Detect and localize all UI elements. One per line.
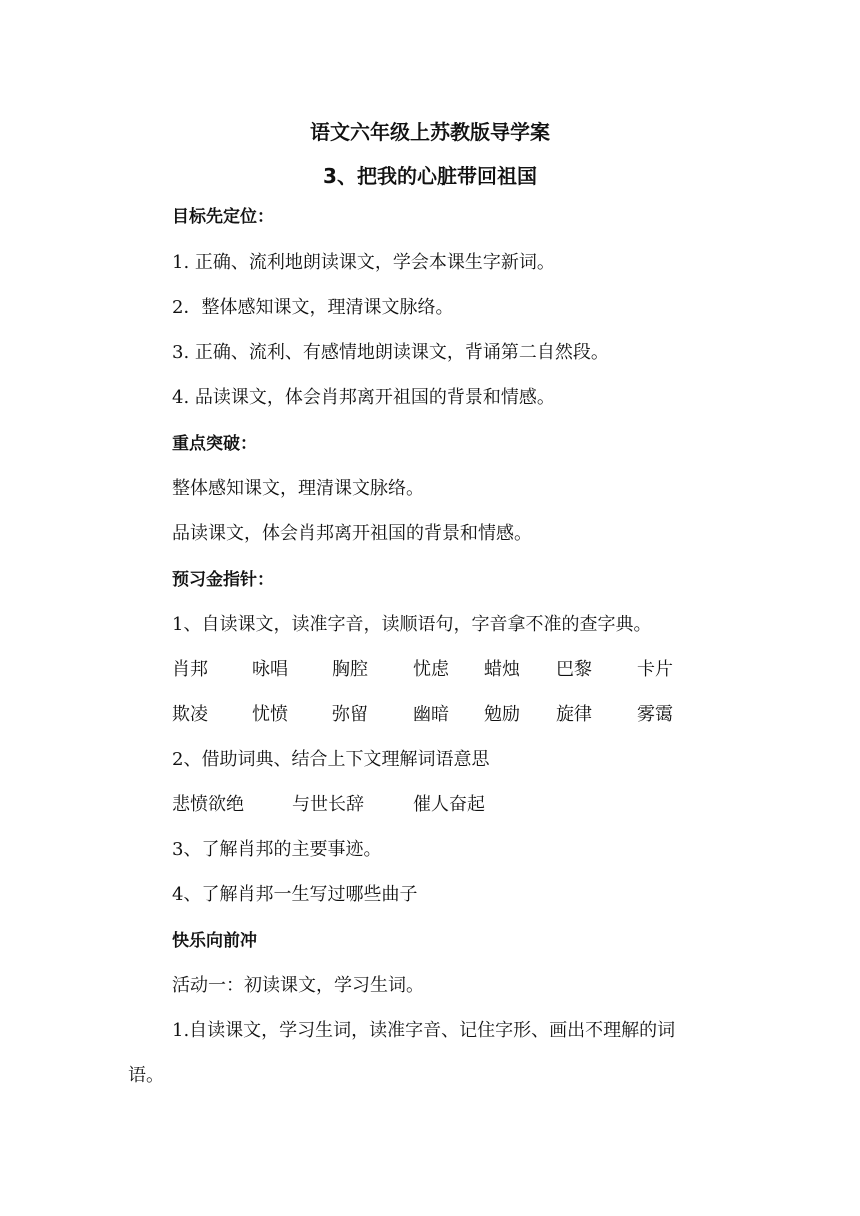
idiom-row (0, 793, 860, 817)
vocab-word: 蜡烛 (484, 659, 520, 680)
key-point-1: 整体感知课文，理清课文脉络。 (172, 478, 424, 499)
vocab-word: 欺凌 (172, 704, 208, 725)
activity-1-item-line-2: 语。 (128, 1065, 164, 1086)
document-title: 语文六年级上苏教版导学案 (310, 120, 550, 144)
vocab-word: 忧虑 (413, 659, 449, 680)
lesson-title: 3、把我的心脏带回祖国 (323, 164, 537, 188)
idiom-word: 催人奋起 (413, 794, 485, 815)
vocab-row-1 (0, 658, 860, 682)
preview-item-3: 3、了解肖邦的主要事迹。 (172, 839, 382, 860)
goal-item-1: 1. 正确、流利地朗读课文，学会本课生字新词。 (172, 252, 555, 273)
goal-item-4: 4. 品读课文，体会肖邦离开祖国的背景和情感。 (172, 387, 555, 408)
vocab-word: 巴黎 (556, 659, 592, 680)
vocab-word: 咏唱 (252, 659, 288, 680)
key-point-2: 品读课文，体会肖邦离开祖国的背景和情感。 (172, 523, 532, 544)
vocab-word: 幽暗 (413, 704, 449, 725)
preview-item-1: 1、自读课文，读准字音，读顺语句，字音拿不准的查字典。 (172, 614, 652, 635)
preview-item-2: 2、借助词典、结合上下文理解词语意思 (172, 749, 490, 770)
vocab-word: 勉励 (484, 704, 520, 725)
preview-heading: 预习金指针： (172, 570, 274, 590)
vocab-word: 卡片 (637, 659, 673, 680)
vocab-word: 胸腔 (332, 659, 368, 680)
goals-heading: 目标先定位： (172, 207, 274, 227)
vocab-word: 肖邦 (172, 659, 208, 680)
goal-item-2: 2．整体感知课文，理清课文脉络。 (172, 297, 454, 318)
vocab-word: 雾霭 (637, 704, 673, 725)
goal-item-3: 3. 正确、流利、有感情地朗读课文，背诵第二自然段。 (172, 342, 609, 363)
activity-1-item-line-1: 1.自读课文，学习生词，读准字音、记住字形、画出不理解的词 (172, 1020, 676, 1041)
activity-1: 活动一：初读课文，学习生词。 (172, 975, 424, 996)
idiom-word: 与世长辞 (292, 794, 364, 815)
vocab-word: 弥留 (332, 704, 368, 725)
preview-item-4: 4、了解肖邦一生写过哪些曲子 (172, 884, 418, 905)
vocab-word: 忧愤 (252, 704, 288, 725)
key-heading: 重点突破： (172, 434, 257, 454)
idiom-word: 悲愤欲绝 (172, 794, 244, 815)
vocab-word: 旋律 (556, 704, 592, 725)
vocab-row-2 (0, 703, 860, 727)
forward-heading: 快乐向前冲 (172, 931, 257, 951)
